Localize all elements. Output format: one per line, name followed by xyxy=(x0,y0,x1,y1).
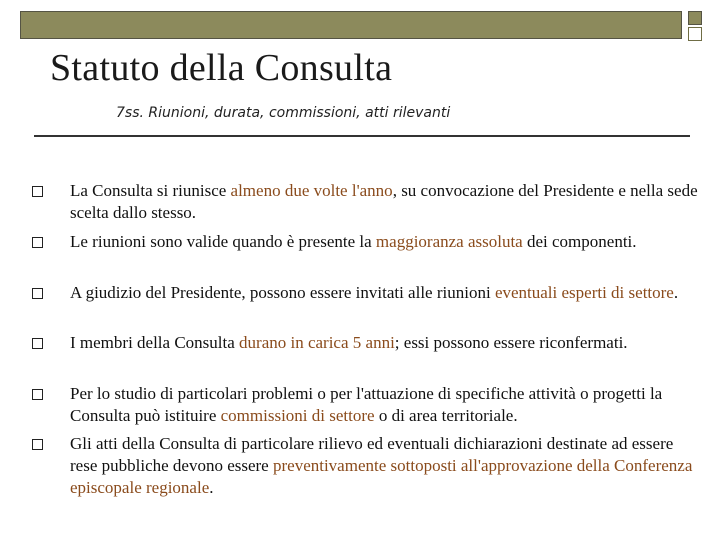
corner-square-filled xyxy=(688,11,702,25)
bullet-text: A giudizio del Presidente, possono essere invitati alle riunioni eventuali esperti di settore. xyxy=(70,283,679,302)
square-bullet-icon xyxy=(32,186,43,197)
highlight-text: eventuali esperti di settore xyxy=(494,283,674,302)
highlight-text: maggioranza assoluta xyxy=(375,232,523,251)
bullet-text: Gli atti della Consulta di particolare rilievo ed eventuali dichiarazioni destinate ad essere rese pubbliche devono essere preventivamente sottoposti all'approvazione della Conferenza episcopale regionale. xyxy=(70,434,693,497)
bullet-text: Le riunioni sono valide quando è presente la maggioranza assoluta dei componenti. xyxy=(70,232,637,251)
corner-square-outline xyxy=(688,27,702,41)
highlight-text: almeno due volte l'anno xyxy=(230,181,393,200)
square-bullet-icon xyxy=(32,439,43,450)
highlight-text: commissioni di settore xyxy=(220,406,375,425)
square-bullet-icon xyxy=(32,389,43,400)
square-bullet-icon xyxy=(32,237,43,248)
bullet-text: Per lo studio di particolari problemi o per l'attuazione di specifiche attività o progetti la Consulta può istituire commissioni di settore o di area territoriale. xyxy=(70,384,663,425)
header-bar xyxy=(20,11,682,39)
slide-subtitle: 7ss. Riunioni, durata, commissioni, atti rilevanti xyxy=(116,105,451,121)
square-bullet-icon xyxy=(32,288,43,299)
divider-line xyxy=(34,135,690,137)
highlight-text: durano in carica 5 anni xyxy=(239,333,395,352)
highlight-text: preventivamente sottoposti all'approvazione della Conferenza episcopale regionale xyxy=(70,456,693,497)
slide-title: Statuto della Consulta xyxy=(50,47,393,89)
square-bullet-icon xyxy=(32,338,43,349)
bullet-text: I membri della Consulta durano in carica 5 anni; essi possono essere riconfermati. xyxy=(70,333,628,352)
bullet-text: La Consulta si riunisce almeno due volte l'anno, su convocazione del Presidente e nella sede scelta dallo stesso. xyxy=(70,181,698,222)
